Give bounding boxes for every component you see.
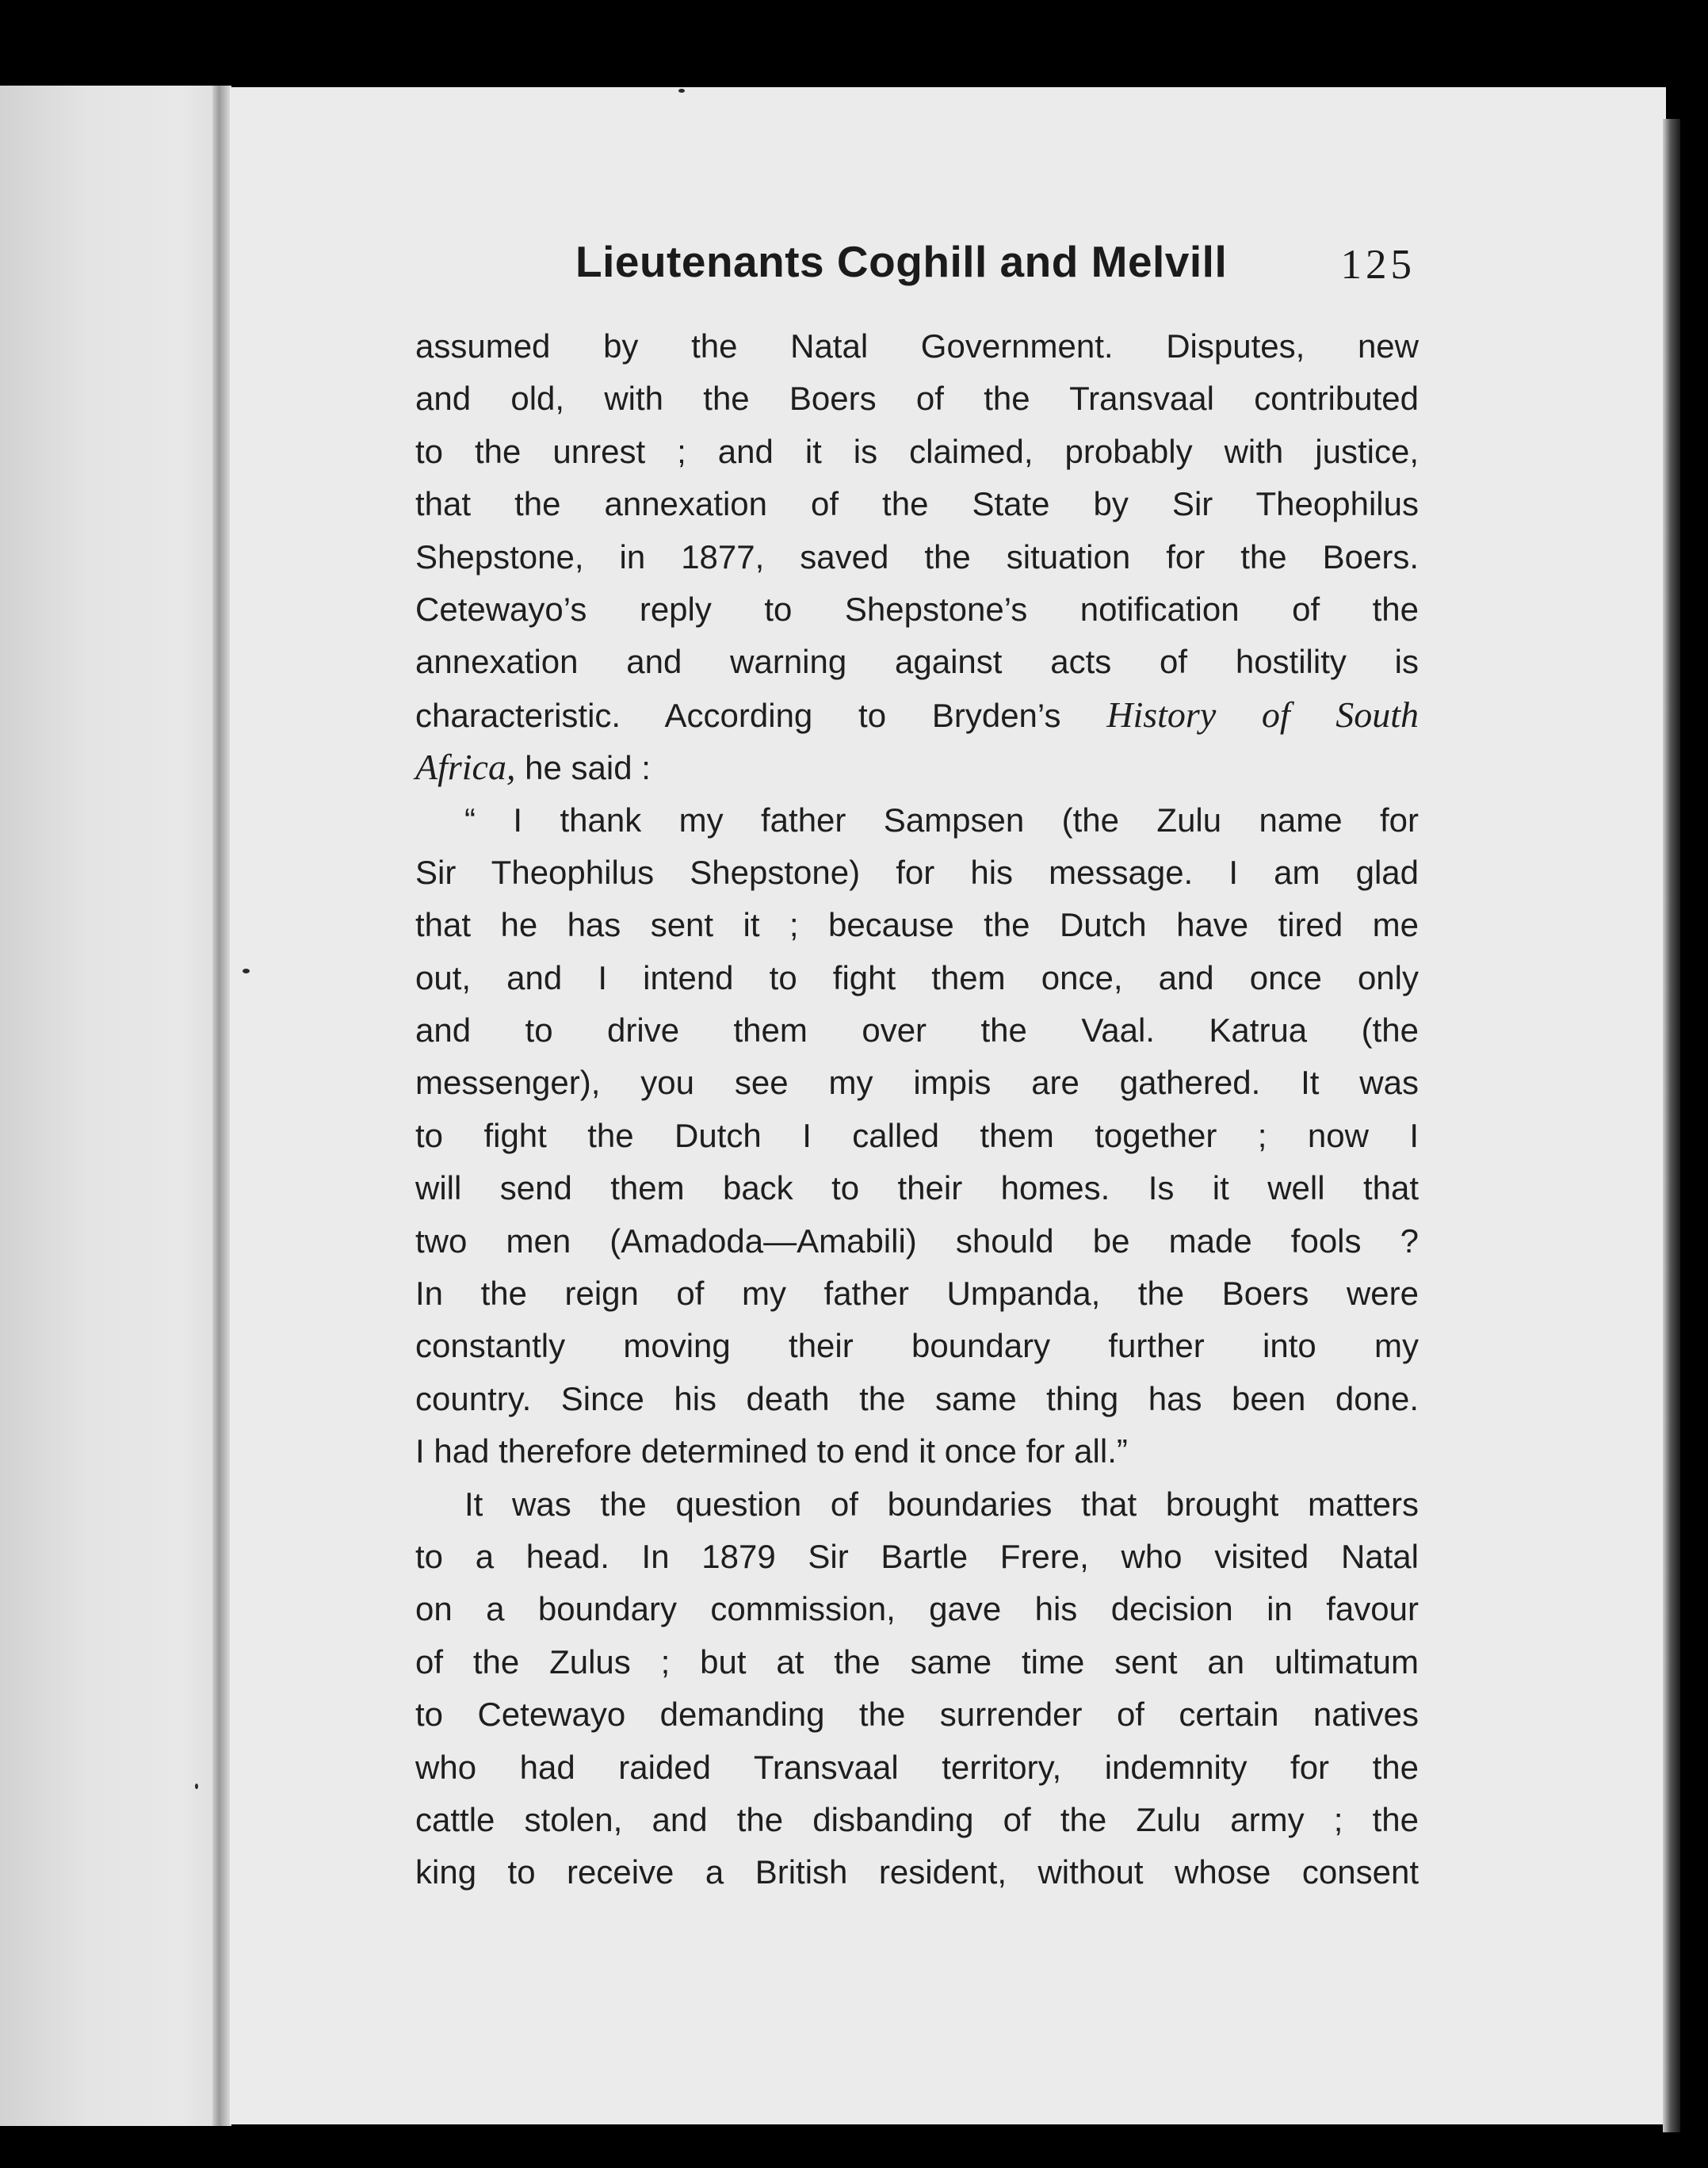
text-line: Cetewayo’s reply to Shepstone’s notification of the [415,590,1419,628]
body-text [415,320,1419,1899]
quote-line: “ I thank my father Sampsen (the Zulu name for [464,801,1419,839]
quote-line: country. Since his death the same thing has been done. [415,1379,1419,1417]
text-line: who had raided Transvaal territory, indemnity for the [415,1748,1419,1786]
book-title-italic: History of South [1106,694,1419,735]
text-line: cattle stolen, and the disbanding of the Zulu army ; the [415,1800,1419,1838]
quote-line: Sir Theophilus Shepstone) for his message. I am glad [415,853,1419,891]
quote-line: constantly moving their boundary further into my [415,1327,1419,1365]
text-line: on a boundary commission, gave his decision in favour [415,1590,1419,1628]
text-line: to Cetewayo demanding the surrender of certain natives [415,1696,1419,1734]
text-line: assumed by the Natal Government. Disputes, new [415,327,1419,365]
text-line [415,741,1419,793]
text-run: characteristic. According to Bryden’s [415,696,1107,734]
quote-line: will send them back to their homes. Is it well that [415,1169,1419,1207]
text-line: It was the question of boundaries that brought matters [464,1485,1419,1523]
book-title-italic: Africa, [415,747,516,788]
text-line: of the Zulus ; but at the same time sent an ultimatum [415,1642,1419,1680]
page-number: 125 [1340,242,1416,288]
scan-speck [195,1784,198,1789]
quote-line: to fight the Dutch I called them together ; now I [415,1116,1419,1154]
text-line: that the annexation of the State by Sir Theophilus [415,485,1419,523]
quote-line: messenger), you see my impis are gathered. It was [415,1064,1419,1102]
quote-line: out, and I intend to fight them once, and once only [415,958,1419,996]
left-page [0,86,227,2126]
text-line: king to receive a British resident, without whose consent [415,1853,1419,1891]
text-line: to the unrest ; and it is claimed, probably with justice, [415,432,1419,470]
quote-line: two men (Amadoda—Amabili) should be made fools ? [415,1222,1419,1260]
running-title: Lieutenants Coghill and Melvill [575,237,1228,286]
scan-speck [678,89,685,93]
text-line: annexation and warning against acts of hostility is [415,643,1419,681]
text-line: and old, with the Boers of the Transvaal contributed [415,380,1419,418]
text-run: he said : [515,749,651,787]
scan-speck [243,969,250,973]
page-edge-shadow [1663,119,1680,2132]
quote-line: and to drive them over the Vaal. Katrua (the [415,1011,1419,1050]
quote-line: In the reign of my father Umpanda, the Boers were [415,1275,1419,1313]
quote-line: I had therefore determined to end it once for all.” [415,1432,1128,1470]
text-line: to a head. In 1879 Sir Bartle Frere, who visited Natal [415,1537,1419,1575]
running-head [575,228,1417,300]
book-gutter [212,86,231,2126]
text-line: Shepstone, in 1877, saved the situation for the Boers. [415,537,1419,575]
text-line [415,689,1419,741]
quote-line: that he has sent it ; because the Dutch have tired me [415,906,1419,944]
